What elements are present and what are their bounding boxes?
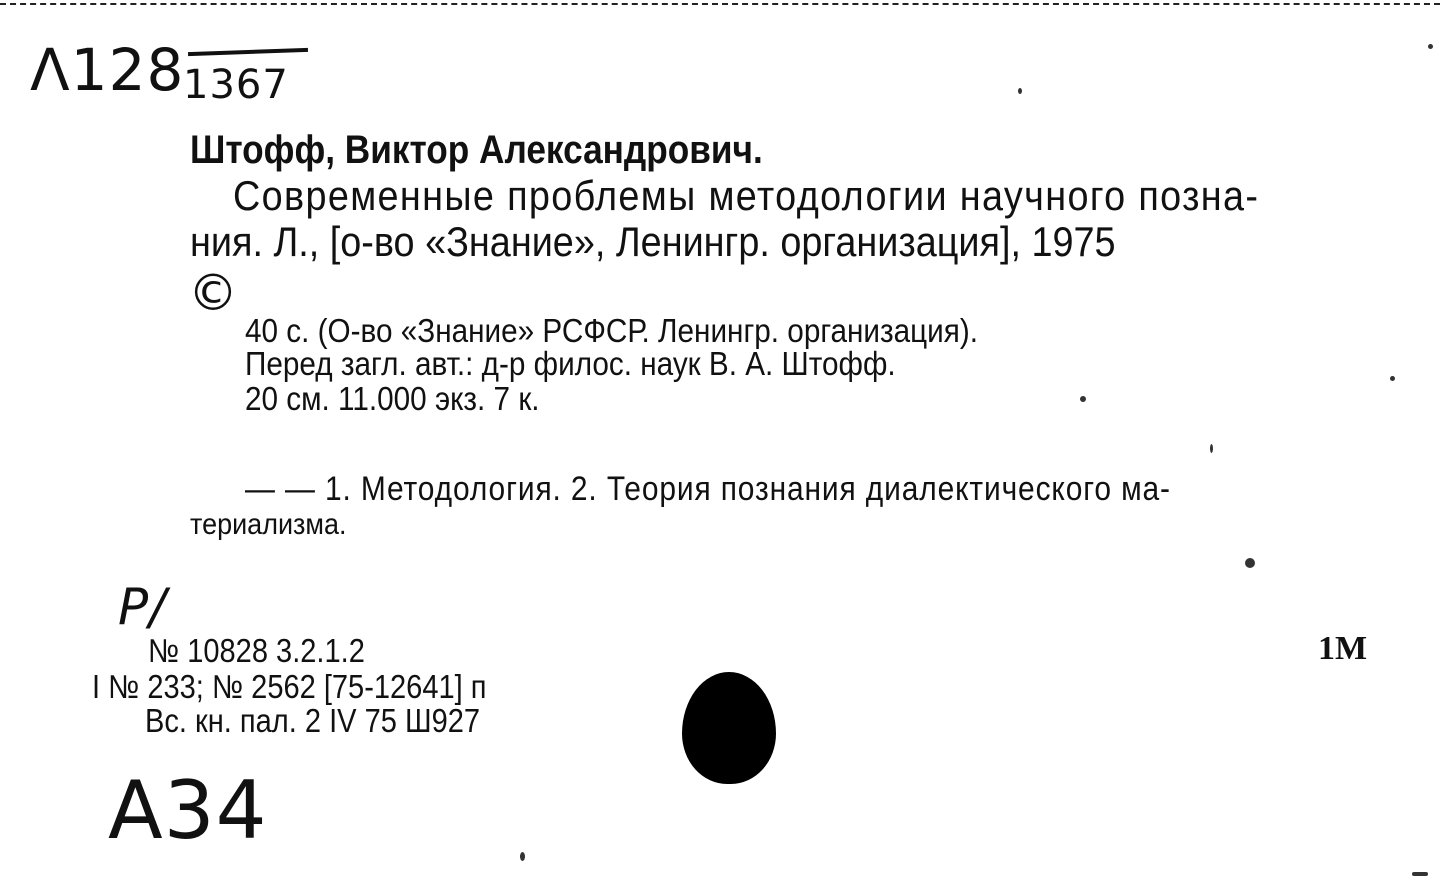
scan-speck: [1390, 376, 1395, 381]
handwritten-shelf-prefix: Λ128: [30, 36, 185, 104]
title-line-1: Современные проблемы методологии научного позна-: [233, 172, 1260, 219]
collation-note: 40 с. (О-во «Знание» РСФСР. Ленингр. организация).: [245, 312, 978, 349]
shelf-number-overline: [188, 48, 308, 56]
handwritten-shelf-code: А34: [108, 764, 268, 857]
scan-speck: [1080, 396, 1086, 402]
footer-line-3: Вс. кн. пал. 2 IV 75 Ш927: [145, 702, 481, 739]
top-dashed-edge: [0, 3, 1440, 5]
copyright-icon: ©: [188, 264, 238, 322]
punch-hole: [682, 672, 776, 784]
title-line-2: ния. Л., [о-во «Знание», Ленингр. организация], 1975: [190, 218, 1116, 265]
handwritten-shelf-number: 1367: [183, 62, 289, 108]
scan-speck: [1412, 872, 1428, 876]
scan-speck: [1245, 558, 1255, 568]
footer-line-2: I № 233; № 2562 [75-12641] п: [92, 668, 487, 705]
subjects-line-2: териализма.: [190, 508, 347, 541]
scan-speck: [520, 852, 525, 861]
author-statement-note: Перед загл. авт.: д-р филос. наук В. А. Штофф.: [245, 345, 896, 382]
footer-line-1: № 10828 3.2.1.2: [148, 632, 365, 669]
subjects-line-1: — — 1. Методология. 2. Теория познания диалектического ма-: [245, 470, 1171, 508]
format-tag: 1М: [1318, 630, 1368, 667]
scan-speck: [1210, 444, 1213, 453]
scan-speck: [1428, 44, 1433, 49]
author-heading: Штофф, Виктор Александрович.: [190, 128, 763, 172]
size-print-run-note: 20 см. 11.000 экз. 7 к.: [245, 380, 540, 417]
scan-speck: [1018, 88, 1022, 94]
handwritten-mark: P/: [118, 578, 167, 636]
